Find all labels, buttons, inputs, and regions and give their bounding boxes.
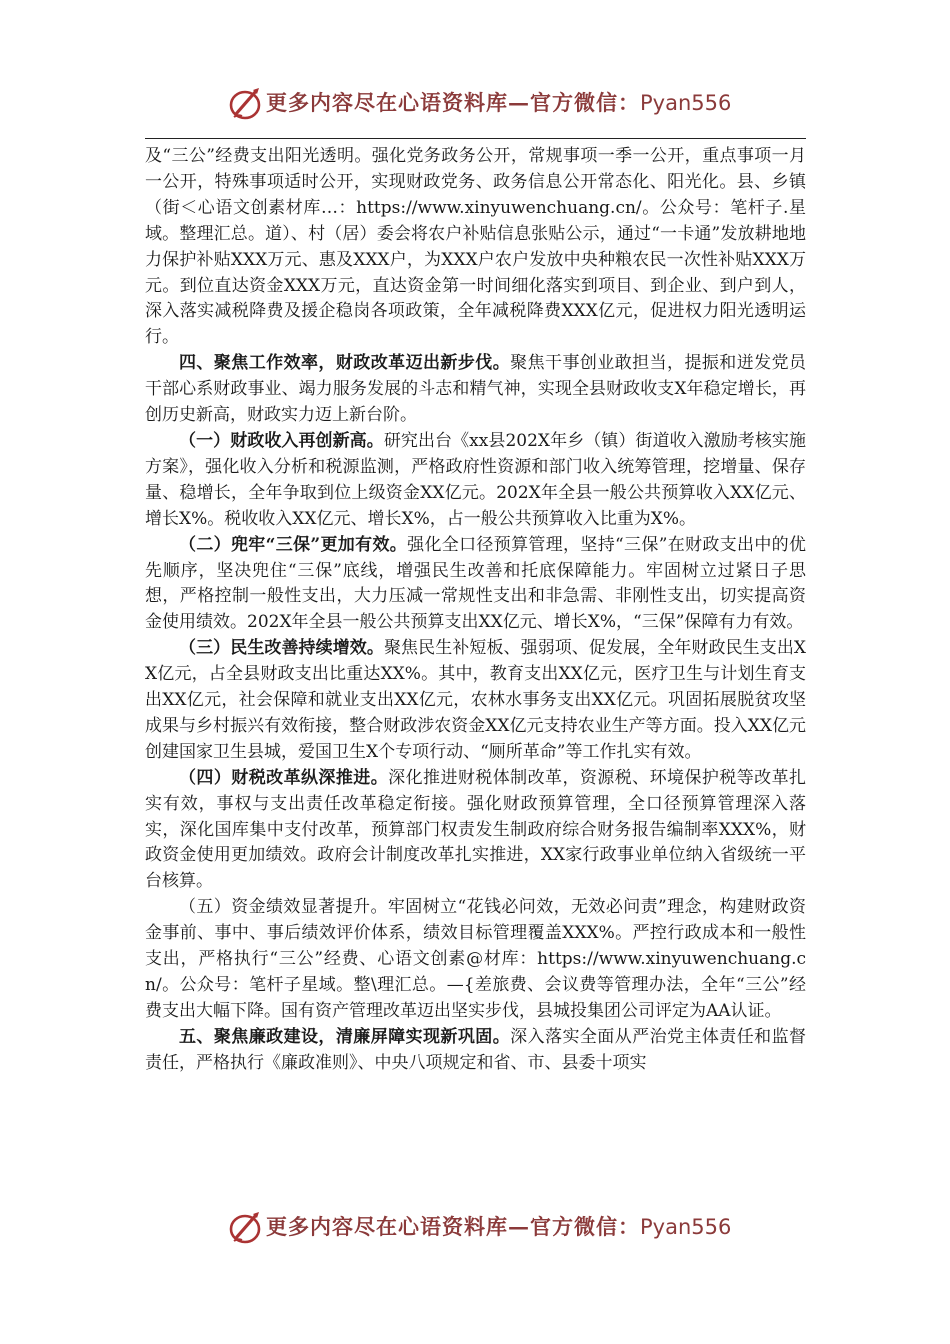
- header-banner: [0, 82, 950, 126]
- document-body: [145, 144, 806, 1176]
- paragraph-section-5: 五、聚焦廉政建设，清廉屏障实现新巩固。深入落实全面从严治党主体责任和监督责任，严格执行《廉政准则》、中央八项规定和省、市、县委十项实: [145, 1026, 806, 1073]
- paragraph-subsection-3: （三）民生改善持续增效。聚焦民生补短板、强弱项、促发展，全年财政民生支出XX亿元，占全县财政支出比重达XX%。其中，教育支出XX亿元，医疗卫生与计划生育支出XX亿元，社会保障和就业支出XX亿元，农林水事务支出XX亿元。巩固拓展脱贫攻坚成果与乡村振兴有效衔接，整合财政涉农资金XX亿元支持农业生产等方面。投入XX亿元创建国家卫生县城，爱国卫生X个专项行动、“厕所革命”等工作扎实有效。: [145, 638, 806, 762]
- paragraph-section-4: 四、聚焦工作效率，财政改革迈出新步伐。聚焦干事创业敢担当，提振和迸发党员干部心系财政事业、竭力服务发展的斗志和精气神，实现全县财政收支X年稳定增长，再创历史新高，财政实力迈上新台阶。: [145, 353, 806, 426]
- pen-logo-icon: [226, 1208, 266, 1248]
- banner-text: 更多内容尽在心语资料库—官方微信：Pyan556: [266, 90, 732, 115]
- pen-logo-icon: [226, 84, 266, 124]
- paragraph: 及“三公”经费支出阳光透明。强化党务政务公开，常规事项一季一公开，重点事项一月一公开，特殊事项适时公开，实现财政党务、政务信息公开常态化、阳光化。县、乡镇（街＜心语文创素材库…：https://www.xinyuwenchuang.cn/。公众号：笔杆子.星域。整理汇总。道）、村（居）委会将农户补贴信息张贴公示，通过“一卡通”发放耕地地力保护补贴XXX万元、惠及XXX户，为XXX户农户发放中央种粮农民一次性补贴XXX万元。到位直达资金XXX万元，直达资金第一时间细化落实到项目、到企业、到户到人，深入落实减税降费及援企稳岗各项政策，全年减税降费XXX亿元，促进权力阳光透明运行。: [145, 146, 806, 348]
- banner-text: 更多内容尽在心语资料库—官方微信：Pyan556: [266, 1214, 732, 1239]
- paragraph-subsection-4: （四）财税改革纵深推进。深化推进财税体制改革，资源税、环境保护税等改革扎实有效，事权与支出责任改革稳定衔接。强化财政预算管理，全口径预算管理深入落实，深化国库集中支付改革，预算部门权责发生制政府综合财务报告编制率XXX%，财政资金使用更加绩效。政府会计制度改革扎实推进，XX家行政事业单位纳入省级统一平台核算。: [145, 767, 806, 892]
- footer-banner: [0, 1206, 950, 1250]
- paragraph-subsection-5: （五）资金绩效显著提升。牢固树立“花钱必问效，无效必问责”理念，构建财政资金事前、事中、事后绩效评价体系，绩效目标管理覆盖XXX%。严控行政成本和一般性支出，严格执行“三公”经费、心语文创素@材库：https://www.xinyuwenchuang.cn/。公众号：笔杆子星域。整\理汇总。—{差旅费、会议费等管理办法，全年“三公”经费支出大幅下降。国有资产管理改革迈出坚实步伐，县城投集团公司评定为AA认证。: [145, 897, 806, 1021]
- header-divider: [145, 138, 806, 139]
- paragraph-subsection-1: （一）财政收入再创新高。研究出台《xx县202X年乡（镇）街道收入激励考核实施方案》，强化收入分析和税源监测，严格政府性资源和部门收入统筹管理，挖增量、保存量、稳增长，全年争取到位上级资金XX亿元。202X年全县一般公共预算收入XX亿元、增长X%。税收收入XX亿元、增长X%，占一般公共预算收入比重为X%。: [145, 430, 806, 529]
- paragraph-subsection-2: （二）兜牢“三保”更加有效。强化全口径预算管理，坚持“三保”在财政支出中的优先顺序，坚决兜住“三保”底线，增强民生改善和托底保障能力。牢固树立过紧日子思想，严格控制一般性支出，大力压减一常规性支出和非急需、非刚性支出，切实提高资金使用绩效。202X年全县一般公共预算支出XX亿元、增长X%，“三保”保障有力有效。: [145, 534, 806, 633]
